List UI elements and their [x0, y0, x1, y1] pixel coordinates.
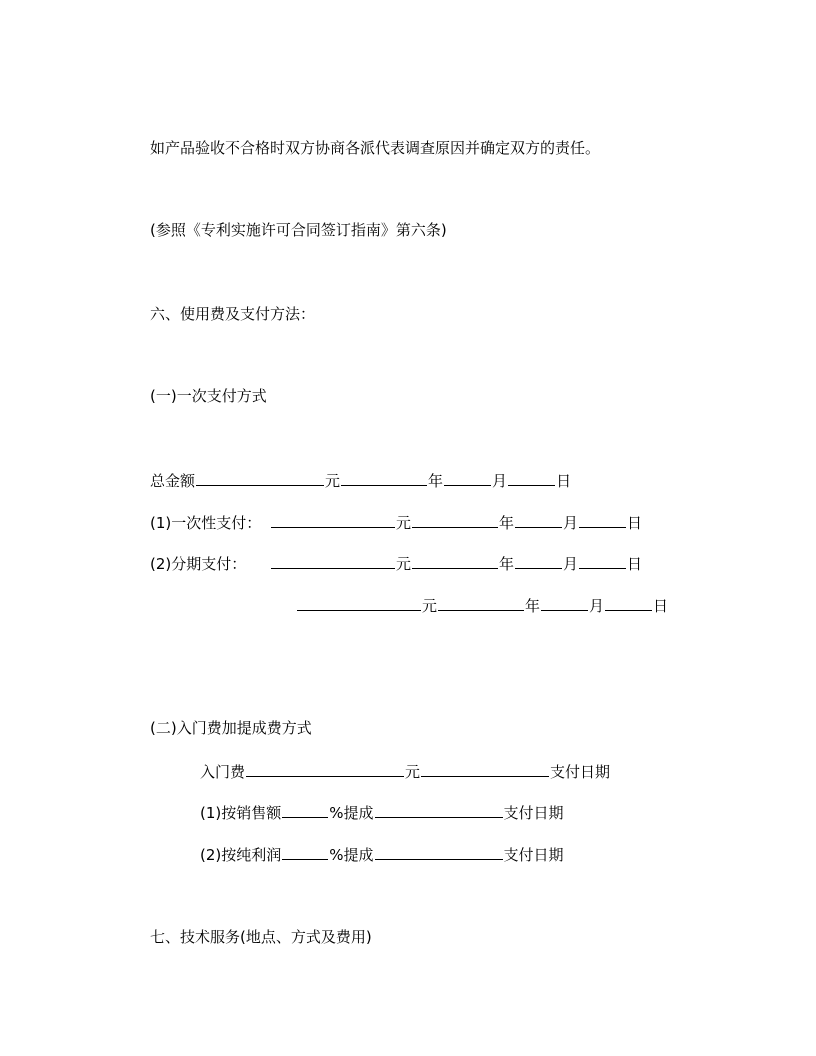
sales-commission-blank[interactable] [375, 802, 503, 818]
installment-label: (2)分期支付： [150, 555, 247, 573]
month-blank[interactable] [515, 512, 562, 528]
section-6-heading [150, 304, 315, 324]
pay-date-label: 支付日期 [503, 804, 564, 822]
section-7-heading [150, 927, 372, 947]
month-blank[interactable] [444, 470, 491, 486]
day-blank[interactable] [508, 470, 555, 486]
year-unit: 年 [499, 555, 515, 573]
subsection-1-heading-text: (一)一次支付方式 [150, 387, 267, 405]
one-time-label: (1)一次性支付： [150, 514, 262, 532]
total-amount-blank[interactable] [196, 470, 324, 486]
one-time-amount-blank[interactable] [271, 512, 395, 528]
paragraph-reference-text: (参照《专利实施许可合同签订指南》第六条) [150, 221, 447, 239]
sales-percent-blank[interactable] [282, 802, 328, 818]
month-unit: 月 [492, 472, 508, 490]
month-unit: 月 [589, 597, 605, 615]
year-unit: 年 [499, 514, 515, 532]
year-blank[interactable] [438, 595, 524, 611]
month-unit: 月 [563, 514, 579, 532]
yuan-unit: 元 [396, 514, 412, 532]
total-label: 总金额 [150, 472, 196, 490]
installment-amount-blank-2[interactable] [297, 595, 421, 611]
installment-payment-line-2 [296, 595, 668, 616]
yuan-unit: 元 [422, 597, 438, 615]
day-unit: 日 [653, 597, 669, 615]
profit-percent-blank[interactable] [282, 844, 328, 860]
subsection-1-heading [150, 386, 267, 406]
profit-commission-line [200, 844, 564, 865]
day-unit: 日 [627, 514, 643, 532]
installment-amount-blank[interactable] [271, 553, 395, 569]
year-blank[interactable] [412, 553, 498, 569]
paragraph-reference [150, 220, 447, 240]
one-time-payment-line [150, 512, 642, 533]
year-unit: 年 [428, 472, 444, 490]
yuan-unit: 元 [396, 555, 412, 573]
total-amount-line [150, 470, 571, 491]
entry-fee-line [200, 761, 610, 782]
pay-date-label: 支付日期 [503, 846, 564, 864]
by-sales-label: (1)按销售额 [200, 804, 282, 822]
yuan-unit: 元 [405, 763, 421, 781]
by-profit-label: (2)按纯利润 [200, 846, 282, 864]
section-6-heading-text: 六、使用费及支付方法： [150, 305, 316, 323]
entry-fee-blank[interactable] [246, 761, 404, 777]
subsection-2-heading [150, 718, 312, 738]
paragraph-acceptance-text: 如产品验收不合格时双方协商各派代表调查原因并确定双方的责任。 [150, 139, 601, 157]
day-unit: 日 [627, 555, 643, 573]
day-blank[interactable] [605, 595, 652, 611]
yuan-unit: 元 [325, 472, 341, 490]
month-blank[interactable] [515, 553, 562, 569]
month-unit: 月 [563, 555, 579, 573]
pay-date-label: 支付日期 [550, 763, 611, 781]
day-blank[interactable] [579, 553, 626, 569]
entry-fee-date-blank[interactable] [421, 761, 549, 777]
month-blank[interactable] [541, 595, 588, 611]
year-unit: 年 [525, 597, 541, 615]
day-unit: 日 [556, 472, 572, 490]
percent-commission-label: %提成 [329, 804, 374, 822]
subsection-2-heading-text: (二)入门费加提成费方式 [150, 719, 312, 737]
paragraph-acceptance [150, 138, 600, 158]
entry-fee-label: 入门费 [200, 763, 246, 781]
year-blank[interactable] [341, 470, 427, 486]
installment-payment-line [150, 553, 642, 574]
day-blank[interactable] [579, 512, 626, 528]
year-blank[interactable] [412, 512, 498, 528]
profit-commission-blank[interactable] [375, 844, 503, 860]
section-7-heading-text: 七、技术服务(地点、方式及费用) [150, 928, 372, 946]
percent-commission-label: %提成 [329, 846, 374, 864]
sales-commission-line [200, 802, 564, 823]
